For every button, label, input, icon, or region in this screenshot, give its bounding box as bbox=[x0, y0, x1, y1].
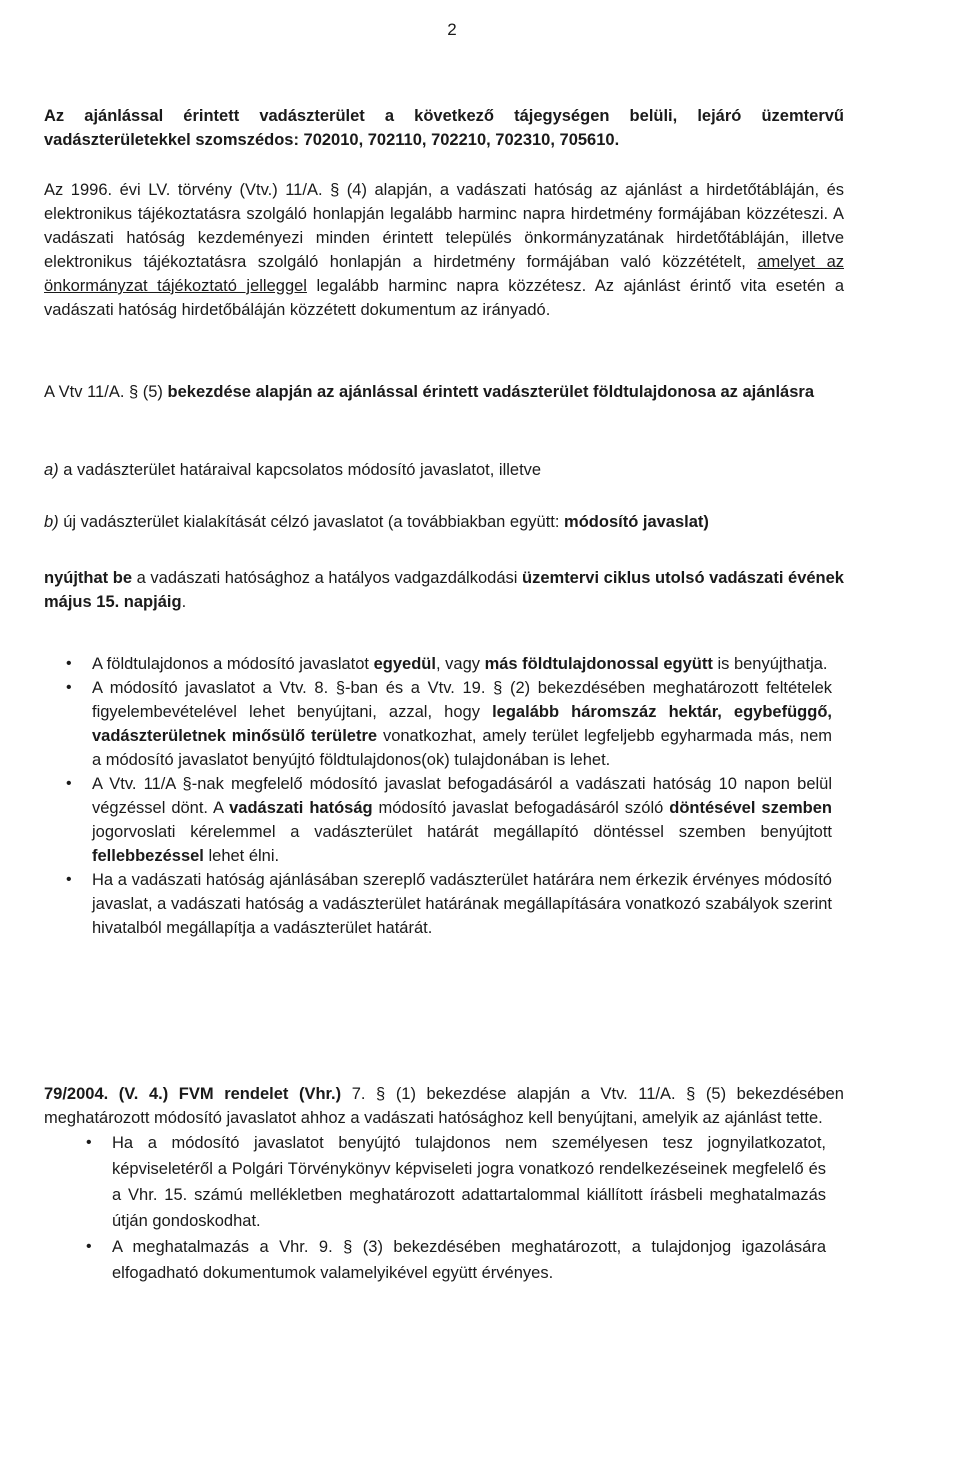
bullet-icon: • bbox=[66, 871, 72, 888]
bullet-icon: • bbox=[86, 1134, 92, 1151]
bold-text: üzemtervi ciklus utolsó vadászati évének május 15. napjáig bbox=[44, 569, 844, 611]
list-item: • A meghatalmazás a Vhr. 9. § (3) bekezdésében meghatározott, a tulajdonjog igazolására elfogadható dokumentumok valamelyikével együtt érvényes. bbox=[112, 1234, 826, 1286]
bullet-icon: • bbox=[86, 1238, 92, 1255]
paragraph-text: Az 1996. évi LV. törvény (Vtv.) 11/A. § (4) alapján, a vadászati hatóság az ajánlást a hirdetőtábláján, és elektronikus tájékoztatásra szolgáló honlapján legalább harminc napra hirdetmény formájában közzéteszi. A vadászati hatóság kezdeményezi minden érintett település önkormányzatának hirdetőtábláján, illetve elektronikus tájékoztatásra szolgáló honlapján a hirdetmény formájában való közzétételt, bbox=[44, 181, 844, 271]
list-item: • A földtulajdonos a módosító javaslatot egyedül, vagy más földtulajdonossal együtt is benyújthatja. bbox=[92, 652, 832, 676]
option-label: b) bbox=[44, 513, 59, 531]
option-text: a vadászterület határaival kapcsolatos módosító javaslatot, illetve bbox=[58, 461, 542, 479]
option-a bbox=[44, 458, 844, 482]
bullet-icon: • bbox=[66, 679, 72, 696]
list-item: • Ha a vadászati hatóság ajánlásában szereplő vadászterület határára nem érkezik érvényes módosító javaslat, a vadászati hatóság a vadászterület határának megállapítására vonatkozó szabályok szerint hivatalból megállapítja a vadászterület határát. bbox=[92, 868, 832, 940]
paragraph-landowner-rights bbox=[44, 380, 844, 404]
paragraph-text: 7. § (1) bekezdése alapján a Vtv. 11/A. § (5) bekezdésében meghatározott módosító javaslatot ahhoz a vadászati hatósághoz kell benyújtani, amelyik az ajánlást tette. bbox=[44, 1085, 844, 1127]
paragraph-text: a vadászati hatósághoz a hatályos vadgazdálkodási bbox=[132, 569, 523, 587]
option-text: új vadászterület kialakítását célzó javaslatot (a továbbiakban együtt: bbox=[58, 513, 565, 531]
option-b bbox=[44, 510, 844, 534]
paragraph-text: legalább harminc napra közzétesz. Az ajánlást érintő vita esetén a vadászati hatóság hirdetőbáláján közzétett dokumentum az irányadó. bbox=[44, 277, 844, 319]
paragraph-deadline bbox=[44, 566, 844, 614]
paragraph-text: A Vtv 11/A. § (5) bbox=[44, 383, 168, 401]
bold-text: módosító javaslat) bbox=[564, 513, 709, 531]
bold-text: 79/2004. (V. 4.) FVM rendelet (Vhr.) bbox=[44, 1085, 342, 1103]
paragraph-decree bbox=[44, 1082, 844, 1130]
paragraph-text: Az ajánlással érintett vadászterület a következő tájegységen belüli, lejáró üzemtervű vadászterületekkel szomszédos: 702010, 702110, 702210, 702310, 705610. bbox=[44, 107, 844, 149]
paragraph-neighbouring-areas bbox=[44, 104, 844, 152]
bullet-icon: • bbox=[66, 655, 72, 672]
bold-text: nyújthat be bbox=[44, 569, 133, 587]
bullet-icon: • bbox=[66, 775, 72, 792]
bold-text: bekezdése alapján az ajánlással érintett vadászterület földtulajdonosa az ajánlásra bbox=[167, 383, 815, 401]
list-item: • A Vtv. 11/A §-nak megfelelő módosító javaslat befogadásáról a vadászati hatóság 10 napon belül végzéssel dönt. A vadászati hatóság módosító javaslat befogadásáról szóló döntésével szemben jogorvoslati kérelemmel a vadászterület határát megállapító döntéssel szemben benyújtott fellebbezéssel lehet élni. bbox=[92, 772, 832, 868]
bullet-list-authorization bbox=[86, 1130, 826, 1286]
paragraph-publication bbox=[44, 178, 844, 322]
option-label: a) bbox=[44, 461, 59, 479]
page-number: 2 bbox=[447, 20, 457, 39]
list-item: • A módosító javaslatot a Vtv. 8. §-ban és a Vtv. 19. § (2) bekezdésében meghatározott feltételek figyelembevételével lehet benyújtani, azzal, hogy legalább háromszáz hektár, egybefüggő, vadászterületnek minősülő területre vonatkozhat, amely terület legfeljebb egyharmada más, nem a módosító javaslatot benyújtó földtulajdonos(ok) tulajdonában is lehet. bbox=[92, 676, 832, 772]
paragraph-text: . bbox=[181, 593, 187, 611]
underlined-text: amelyet az önkormányzat tájékoztató jelleggel bbox=[44, 253, 844, 295]
bullet-list-conditions bbox=[66, 652, 833, 940]
list-item: • Ha a módosító javaslatot benyújtó tulajdonos nem személyesen tesz jognyilatkozatot, képviseletéről a Polgári Törvénykönyv képviseleti jogra vonatkozó rendelkezéseinek megfelelő és a Vhr. 15. számú mellékletben meghatározott adattartalommal kiállított írásbeli meghatalmazás útján gondoskodhat. bbox=[112, 1130, 826, 1234]
